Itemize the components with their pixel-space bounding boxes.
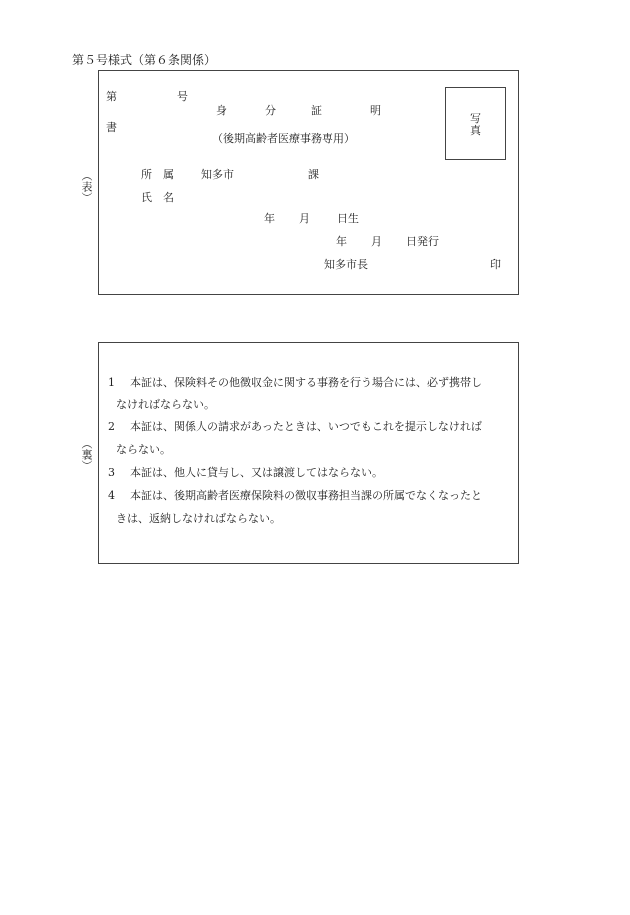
list-item-4-number: 4 [108, 489, 115, 502]
list-item-3-number: 3 [108, 466, 115, 479]
photo-label-2: 真 [470, 124, 481, 137]
title-char-5: 書 [106, 121, 117, 134]
list-item-3-line-1: 本証は、他人に貸与し、又は譲渡してはならない。 [130, 466, 383, 479]
birth-day: 日生 [337, 212, 359, 225]
list-item-1-line-2: なければならない。 [116, 398, 215, 411]
photo-box [445, 87, 506, 160]
back-side-label: （裏） [80, 438, 93, 471]
affiliation-label: 所 属 [141, 168, 174, 181]
issue-month: 月 [371, 235, 382, 248]
affiliation-city: 知多市 [201, 168, 234, 181]
form-title: 第５号様式（第６条関係） [72, 53, 217, 67]
list-item-4-line-2: きは、返納しなければならない。 [116, 512, 281, 525]
title-char-3: 証 [311, 104, 322, 117]
front-card [98, 70, 519, 295]
back-card [98, 342, 519, 564]
list-item-2-number: 2 [108, 420, 115, 433]
list-item-2-line-2: ならない。 [116, 443, 171, 456]
name-label: 氏 名 [141, 191, 174, 204]
subtitle: （後期高齢者医療事務専用） [212, 132, 355, 145]
issue-day: 日発行 [406, 235, 439, 248]
affiliation-section: 課 [308, 168, 319, 181]
number-suffix: 号 [177, 90, 188, 103]
photo-label-1: 写 [470, 112, 481, 125]
title-char-1: 身 [216, 104, 227, 117]
title-char-2: 分 [265, 104, 276, 117]
seal: 印 [490, 258, 501, 271]
number-prefix: 第 [106, 90, 117, 103]
front-side-label: （表） [80, 170, 93, 203]
issuer: 知多市長 [324, 258, 368, 271]
title-char-4: 明 [370, 104, 381, 117]
list-item-1-number: 1 [108, 376, 115, 389]
list-item-1-line-1: 本証は、保険料その他徴収金に関する事務を行う場合には、必ず携帯し [130, 376, 482, 389]
birth-year: 年 [264, 212, 275, 225]
birth-month: 月 [299, 212, 310, 225]
list-item-2-line-1: 本証は、関係人の請求があったときは、いつでもこれを提示しなければ [130, 420, 482, 433]
list-item-4-line-1: 本証は、後期高齢者医療保険料の徴収事務担当課の所属でなくなったと [130, 489, 482, 502]
issue-year: 年 [336, 235, 347, 248]
